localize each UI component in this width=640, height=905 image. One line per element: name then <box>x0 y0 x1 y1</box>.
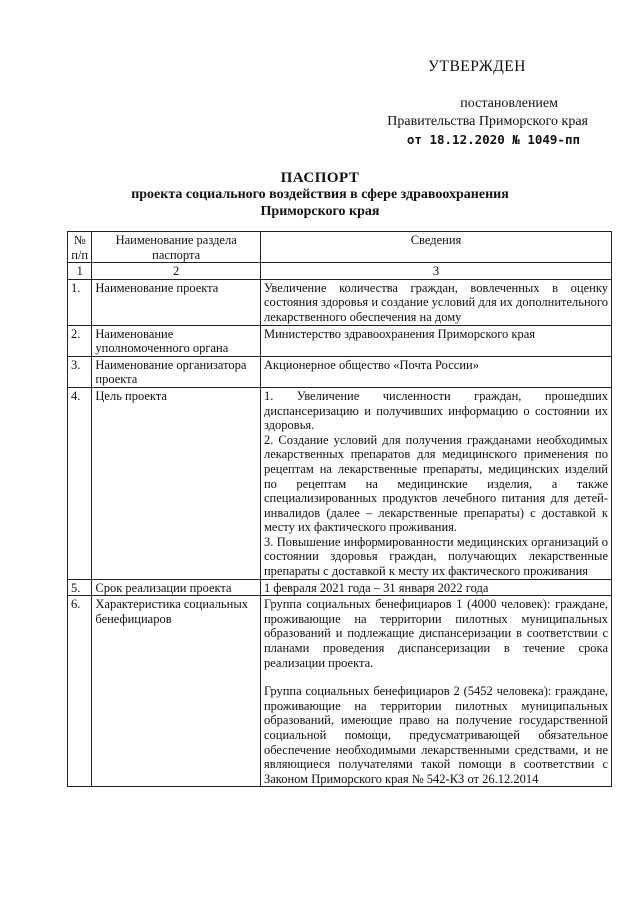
details-paragraph: Министерство здравоохранения Приморского края <box>263 326 536 341</box>
row-section: Цель проекта <box>92 387 261 579</box>
decree-line-1: постановлением <box>460 96 558 111</box>
decree-date: от 18.12.2020 № 1049-пп <box>406 132 580 147</box>
row-details <box>260 579 611 596</box>
row-section: Наименование уполномоченного органа <box>92 325 261 356</box>
details-paragraph: 1 февраля 2021 года – 31 января 2022 года <box>263 580 489 595</box>
details-paragraph: 3. Повышение информированности медицинских организаций о состоянии здоровья граждан, получающих лекарственные препараты с доставкой к месту их фактического проживания <box>263 534 608 579</box>
table-row <box>68 325 612 356</box>
header-section: Наименование раздела паспорта <box>92 232 261 263</box>
row-number: 1. <box>68 279 92 325</box>
row-number: 6. <box>68 596 92 787</box>
table-row <box>68 387 612 579</box>
row-details <box>260 279 611 325</box>
table-row <box>68 579 612 596</box>
column-number: 3 <box>260 263 611 280</box>
passport-table <box>67 231 612 787</box>
row-section: Наименование организатора проекта <box>92 356 261 387</box>
row-section: Срок реализации проекта <box>92 579 261 596</box>
row-number: 2. <box>68 325 92 356</box>
column-number: 2 <box>92 263 261 280</box>
row-details <box>260 596 611 787</box>
approved-stamp: УТВЕРЖДЕН <box>428 58 526 75</box>
row-number: 4. <box>68 387 92 579</box>
column-number: 1 <box>68 263 92 280</box>
header-details: Сведения <box>260 232 611 263</box>
details-paragraph: 1. Увеличение численности граждан, прошедших диспансеризацию и получивших информацию о состоянии их здоровья. <box>263 388 608 433</box>
table-row <box>68 279 612 325</box>
details-paragraph: 2. Создание условий для получения гражданами необходимых лекарственных препаратов для медицинского применения по рецептам на лекарственные препараты, медицинских изделий по рецептам на медицинские изделия, а также специализированных продуктов лечебного питания для детей-инвалидов (далее – лекарственные препараты) с доставкой к месту их фактического проживания. <box>263 432 608 535</box>
decree-reference <box>288 95 588 149</box>
decree-line-2: Правительства Приморского края <box>387 114 588 129</box>
row-number: 5. <box>68 579 92 596</box>
row-section: Наименование проекта <box>92 279 261 325</box>
table-header-row <box>68 232 612 263</box>
document-title: ПАСПОРТ <box>280 170 360 186</box>
row-details <box>260 356 611 387</box>
details-paragraph: Акционерное общество «Почта России» <box>263 357 479 372</box>
details-paragraph: Группа социальных бенефициаров 2 (5452 человека): граждане, проживающие на территории пилотных муниципальных образований, имеющие право на получение государственной социальной помощи, предусматривающей обязательное обеспечение необходимыми лекарственными средствами, и не являющиеся получателями такой помощи в соответствии с Законом Приморского края № 542-КЗ от 26.12.2014 <box>263 684 608 786</box>
document-subtitle-line-1: проекта социального воздействия в сфере здравоохранения <box>131 187 509 202</box>
details-paragraph: Увеличение количества граждан, вовлеченных в оценку состояния здоровья и создание условий для их дополнительного лекарственного обеспечения на дому <box>263 280 608 324</box>
table-row <box>68 356 612 387</box>
table-row <box>68 596 612 787</box>
header-number: № п/п <box>68 232 92 263</box>
details-paragraph: Группа социальных бенефициаров 1 (4000 человек): граждане, проживающие на территории пилотных муниципальных образований и подлежащие диспансеризации в соответствии с планами проведения диспансеризации в течение срока реализации проекта. <box>263 597 608 670</box>
column-numbers-row <box>68 263 612 280</box>
row-section: Характеристика социальных бенефициаров <box>92 596 261 787</box>
row-details <box>260 387 611 579</box>
row-number: 3. <box>68 356 92 387</box>
row-details <box>260 325 611 356</box>
document-subtitle-line-2: Приморского края <box>260 204 380 219</box>
